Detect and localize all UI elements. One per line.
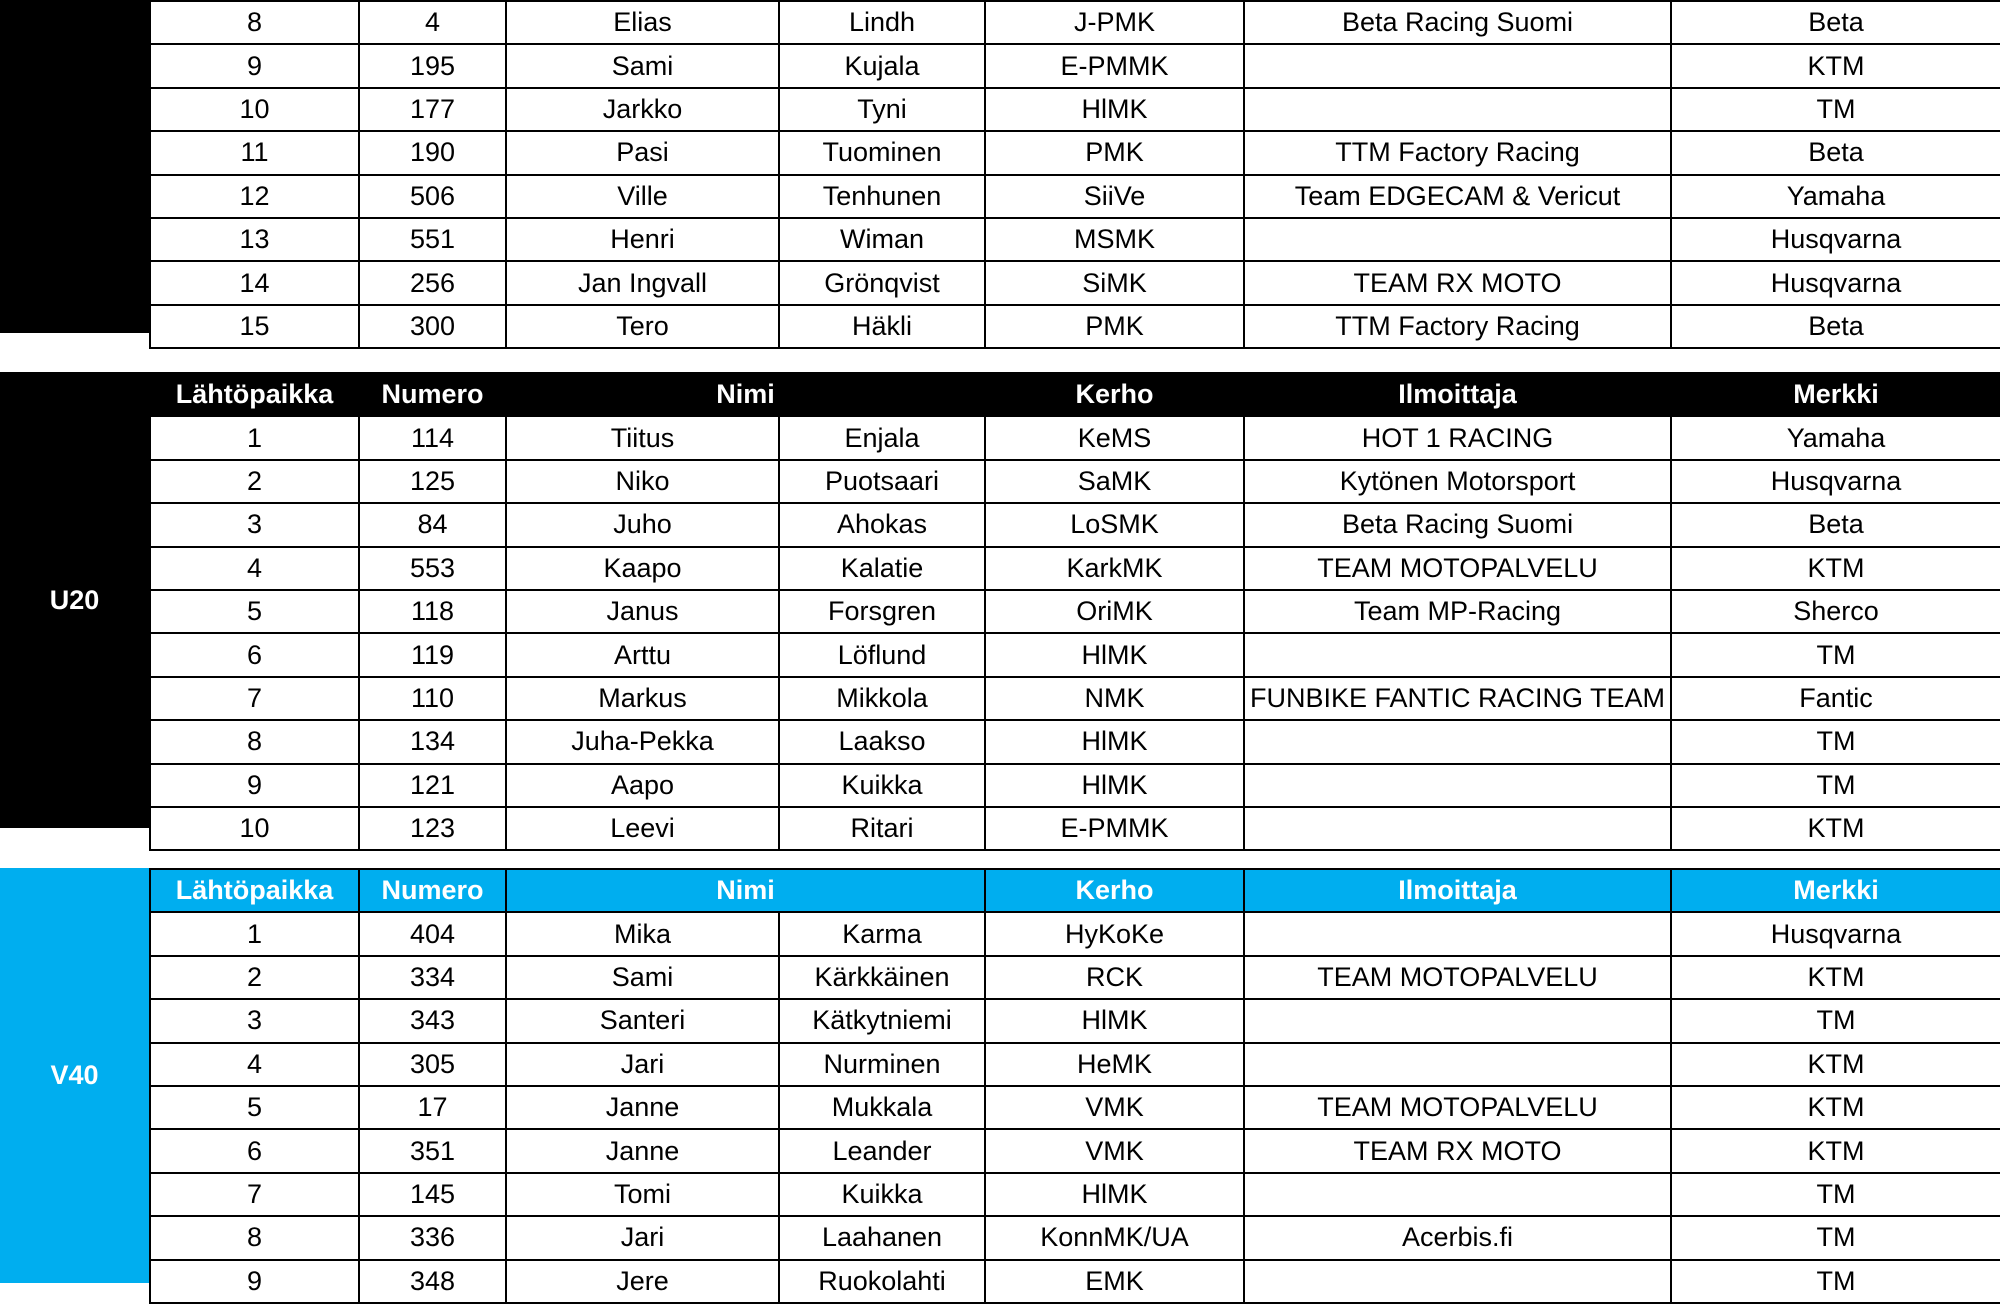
header-row-u20 xyxy=(150,373,2000,416)
first-name-cell: Ville xyxy=(506,175,779,218)
club-cell: RCK xyxy=(985,956,1244,999)
last-name-cell: Tenhunen xyxy=(779,175,985,218)
club-cell: SaMK xyxy=(985,460,1244,503)
start-cell: 1 xyxy=(150,416,359,459)
brand-cell: Husqvarna xyxy=(1671,460,2000,503)
last-name-cell: Grönqvist xyxy=(779,261,985,304)
entrant-cell xyxy=(1244,88,1671,131)
brand-cell: Beta xyxy=(1671,1,2000,44)
results-table-u20 xyxy=(149,372,2000,851)
table-row xyxy=(150,1086,2000,1129)
brand-cell: KTM xyxy=(1671,1086,2000,1129)
number-cell: 114 xyxy=(359,416,506,459)
last-name-cell: Ahokas xyxy=(779,503,985,546)
start-cell: 3 xyxy=(150,999,359,1042)
entrant-cell xyxy=(1244,1173,1671,1216)
header-club: Kerho xyxy=(985,869,1244,912)
header-number: Numero xyxy=(359,373,506,416)
entrant-cell: Kytönen Motorsport xyxy=(1244,460,1671,503)
number-cell: 404 xyxy=(359,912,506,955)
start-cell: 7 xyxy=(150,1173,359,1216)
brand-cell: KTM xyxy=(1671,547,2000,590)
header-start: Lähtöpaikka xyxy=(150,373,359,416)
brand-cell: KTM xyxy=(1671,956,2000,999)
header-entrant: Ilmoittaja xyxy=(1244,373,1671,416)
entrant-cell xyxy=(1244,720,1671,763)
entrant-cell xyxy=(1244,999,1671,1042)
table-row xyxy=(150,956,2000,999)
entrant-cell: FUNBIKE FANTIC RACING TEAM xyxy=(1244,677,1671,720)
section-top xyxy=(0,0,2000,341)
header-brand: Merkki xyxy=(1671,869,2000,912)
brand-cell: Yamaha xyxy=(1671,416,2000,459)
brand-cell: KTM xyxy=(1671,44,2000,87)
number-cell: 177 xyxy=(359,88,506,131)
number-cell: 119 xyxy=(359,633,506,676)
last-name-cell: Lindh xyxy=(779,1,985,44)
first-name-cell: Henri xyxy=(506,218,779,261)
entrant-cell: TEAM MOTOPALVELU xyxy=(1244,956,1671,999)
table-row xyxy=(150,460,2000,503)
table-row xyxy=(150,88,2000,131)
table-row xyxy=(150,175,2000,218)
last-name-cell: Kärkkäinen xyxy=(779,956,985,999)
first-name-cell: Jan Ingvall xyxy=(506,261,779,304)
start-cell: 6 xyxy=(150,633,359,676)
number-cell: 351 xyxy=(359,1129,506,1172)
number-cell: 553 xyxy=(359,547,506,590)
club-cell: HlMK xyxy=(985,1173,1244,1216)
brand-cell: TM xyxy=(1671,999,2000,1042)
start-cell: 4 xyxy=(150,1043,359,1086)
brand-cell: Sherco xyxy=(1671,590,2000,633)
first-name-cell: Juha-Pekka xyxy=(506,720,779,763)
entrant-cell: Team MP-Racing xyxy=(1244,590,1671,633)
number-cell: 118 xyxy=(359,590,506,633)
first-name-cell: Tomi xyxy=(506,1173,779,1216)
start-cell: 9 xyxy=(150,764,359,807)
table-row xyxy=(150,1,2000,44)
first-name-cell: Leevi xyxy=(506,807,779,850)
last-name-cell: Kätkytniemi xyxy=(779,999,985,1042)
brand-cell: Husqvarna xyxy=(1671,912,2000,955)
header-club: Kerho xyxy=(985,373,1244,416)
entrant-cell xyxy=(1244,218,1671,261)
start-cell: 10 xyxy=(150,88,359,131)
number-cell: 110 xyxy=(359,677,506,720)
brand-cell: Fantic xyxy=(1671,677,2000,720)
table-row xyxy=(150,503,2000,546)
entrant-cell: TTM Factory Racing xyxy=(1244,305,1671,348)
start-cell: 4 xyxy=(150,547,359,590)
category-label-top xyxy=(0,0,149,333)
table-row xyxy=(150,218,2000,261)
table-row xyxy=(150,547,2000,590)
entrant-cell: TEAM MOTOPALVELU xyxy=(1244,1086,1671,1129)
table-row xyxy=(150,261,2000,304)
start-cell: 9 xyxy=(150,44,359,87)
number-cell: 125 xyxy=(359,460,506,503)
last-name-cell: Kuikka xyxy=(779,1173,985,1216)
number-cell: 123 xyxy=(359,807,506,850)
table-row xyxy=(150,807,2000,850)
club-cell: J-PMK xyxy=(985,1,1244,44)
first-name-cell: Aapo xyxy=(506,764,779,807)
entrant-cell: TEAM MOTOPALVELU xyxy=(1244,547,1671,590)
entrant-cell: Beta Racing Suomi xyxy=(1244,1,1671,44)
last-name-cell: Tyni xyxy=(779,88,985,131)
entrant-cell xyxy=(1244,764,1671,807)
entrant-cell xyxy=(1244,1043,1671,1086)
first-name-cell: Janus xyxy=(506,590,779,633)
entrant-cell: TEAM RX MOTO xyxy=(1244,1129,1671,1172)
table-body-u20 xyxy=(150,416,2000,850)
table-row xyxy=(150,999,2000,1042)
table-row xyxy=(150,633,2000,676)
first-name-cell: Santeri xyxy=(506,999,779,1042)
number-cell: 300 xyxy=(359,305,506,348)
club-cell: MSMK xyxy=(985,218,1244,261)
table-row xyxy=(150,1129,2000,1172)
club-cell: KeMS xyxy=(985,416,1244,459)
brand-cell: Yamaha xyxy=(1671,175,2000,218)
club-cell: HlMK xyxy=(985,633,1244,676)
table-row xyxy=(150,44,2000,87)
first-name-cell: Mika xyxy=(506,912,779,955)
club-cell: LoSMK xyxy=(985,503,1244,546)
first-name-cell: Sami xyxy=(506,44,779,87)
first-name-cell: Jari xyxy=(506,1216,779,1259)
first-name-cell: Jari xyxy=(506,1043,779,1086)
last-name-cell: Häkli xyxy=(779,305,985,348)
last-name-cell: Mukkala xyxy=(779,1086,985,1129)
first-name-cell: Tiitus xyxy=(506,416,779,459)
start-cell: 8 xyxy=(150,1,359,44)
first-name-cell: Pasi xyxy=(506,131,779,174)
table-row xyxy=(150,590,2000,633)
brand-cell: Husqvarna xyxy=(1671,261,2000,304)
header-entrant: Ilmoittaja xyxy=(1244,869,1671,912)
entrant-cell: TEAM RX MOTO xyxy=(1244,261,1671,304)
number-cell: 17 xyxy=(359,1086,506,1129)
first-name-cell: Janne xyxy=(506,1129,779,1172)
club-cell: NMK xyxy=(985,677,1244,720)
brand-cell: TM xyxy=(1671,1173,2000,1216)
start-cell: 5 xyxy=(150,1086,359,1129)
brand-cell: TM xyxy=(1671,633,2000,676)
brand-cell: TM xyxy=(1671,1216,2000,1259)
section-v40 xyxy=(0,868,2000,1296)
number-cell: 305 xyxy=(359,1043,506,1086)
last-name-cell: Kuikka xyxy=(779,764,985,807)
last-name-cell: Laahanen xyxy=(779,1216,985,1259)
entrant-cell: Beta Racing Suomi xyxy=(1244,503,1671,546)
last-name-cell: Forsgren xyxy=(779,590,985,633)
number-cell: 256 xyxy=(359,261,506,304)
last-name-cell: Kujala xyxy=(779,44,985,87)
header-start: Lähtöpaikka xyxy=(150,869,359,912)
table-row xyxy=(150,764,2000,807)
start-cell: 7 xyxy=(150,677,359,720)
last-name-cell: Nurminen xyxy=(779,1043,985,1086)
start-cell: 5 xyxy=(150,590,359,633)
start-cell: 1 xyxy=(150,912,359,955)
first-name-cell: Arttu xyxy=(506,633,779,676)
brand-cell: TM xyxy=(1671,88,2000,131)
club-cell: PMK xyxy=(985,131,1244,174)
start-cell: 6 xyxy=(150,1129,359,1172)
category-label-v40: V40 xyxy=(0,868,149,1283)
last-name-cell: Laakso xyxy=(779,720,985,763)
table-body-top xyxy=(150,1,2000,348)
table-body-v40 xyxy=(150,912,2000,1303)
start-cell: 3 xyxy=(150,503,359,546)
entrant-cell xyxy=(1244,44,1671,87)
results-table-v40 xyxy=(149,868,2000,1304)
brand-cell: TM xyxy=(1671,764,2000,807)
first-name-cell: Markus xyxy=(506,677,779,720)
entrant-cell xyxy=(1244,912,1671,955)
brand-cell: Beta xyxy=(1671,503,2000,546)
brand-cell: TM xyxy=(1671,720,2000,763)
last-name-cell: Enjala xyxy=(779,416,985,459)
last-name-cell: Kalatie xyxy=(779,547,985,590)
last-name-cell: Ritari xyxy=(779,807,985,850)
brand-cell: Beta xyxy=(1671,131,2000,174)
table-row xyxy=(150,131,2000,174)
club-cell: OriMK xyxy=(985,590,1244,633)
entrant-cell xyxy=(1244,633,1671,676)
first-name-cell: Jarkko xyxy=(506,88,779,131)
table-row xyxy=(150,305,2000,348)
last-name-cell: Tuominen xyxy=(779,131,985,174)
entrant-cell: Team EDGECAM & Vericut xyxy=(1244,175,1671,218)
last-name-cell: Karma xyxy=(779,912,985,955)
number-cell: 4 xyxy=(359,1,506,44)
first-name-cell: Elias xyxy=(506,1,779,44)
number-cell: 145 xyxy=(359,1173,506,1216)
start-cell: 12 xyxy=(150,175,359,218)
header-row-v40 xyxy=(150,869,2000,912)
club-cell: HlMK xyxy=(985,764,1244,807)
header-name: Nimi xyxy=(506,869,985,912)
first-name-cell: Niko xyxy=(506,460,779,503)
entrant-cell: Acerbis.fi xyxy=(1244,1216,1671,1259)
number-cell: 134 xyxy=(359,720,506,763)
club-cell: HeMK xyxy=(985,1043,1244,1086)
number-cell: 343 xyxy=(359,999,506,1042)
header-brand: Merkki xyxy=(1671,373,2000,416)
start-cell: 15 xyxy=(150,305,359,348)
number-cell: 348 xyxy=(359,1260,506,1303)
last-name-cell: Ruokolahti xyxy=(779,1260,985,1303)
first-name-cell: Sami xyxy=(506,956,779,999)
first-name-cell: Jere xyxy=(506,1260,779,1303)
number-cell: 84 xyxy=(359,503,506,546)
entrant-cell xyxy=(1244,1260,1671,1303)
club-cell: HyKoKe xyxy=(985,912,1244,955)
number-cell: 551 xyxy=(359,218,506,261)
table-row xyxy=(150,1173,2000,1216)
first-name-cell: Tero xyxy=(506,305,779,348)
section-u20 xyxy=(0,372,2000,844)
number-cell: 506 xyxy=(359,175,506,218)
table-row xyxy=(150,912,2000,955)
last-name-cell: Leander xyxy=(779,1129,985,1172)
club-cell: HlMK xyxy=(985,88,1244,131)
start-cell: 9 xyxy=(150,1260,359,1303)
start-cell: 8 xyxy=(150,720,359,763)
results-table-top xyxy=(149,0,2000,349)
brand-cell: KTM xyxy=(1671,1043,2000,1086)
club-cell: SiMK xyxy=(985,261,1244,304)
last-name-cell: Mikkola xyxy=(779,677,985,720)
number-cell: 195 xyxy=(359,44,506,87)
header-number: Numero xyxy=(359,869,506,912)
brand-cell: KTM xyxy=(1671,807,2000,850)
brand-cell: Beta xyxy=(1671,305,2000,348)
header-name: Nimi xyxy=(506,373,985,416)
entrant-cell: TTM Factory Racing xyxy=(1244,131,1671,174)
club-cell: KarkMK xyxy=(985,547,1244,590)
start-cell: 11 xyxy=(150,131,359,174)
club-cell: SiiVe xyxy=(985,175,1244,218)
club-cell: HlMK xyxy=(985,999,1244,1042)
club-cell: VMK xyxy=(985,1129,1244,1172)
number-cell: 336 xyxy=(359,1216,506,1259)
club-cell: VMK xyxy=(985,1086,1244,1129)
first-name-cell: Janne xyxy=(506,1086,779,1129)
table-row xyxy=(150,1043,2000,1086)
number-cell: 334 xyxy=(359,956,506,999)
first-name-cell: Kaapo xyxy=(506,547,779,590)
entrant-cell: HOT 1 RACING xyxy=(1244,416,1671,459)
club-cell: E-PMMK xyxy=(985,807,1244,850)
club-cell: PMK xyxy=(985,305,1244,348)
number-cell: 190 xyxy=(359,131,506,174)
start-cell: 2 xyxy=(150,460,359,503)
last-name-cell: Puotsaari xyxy=(779,460,985,503)
start-cell: 13 xyxy=(150,218,359,261)
start-cell: 2 xyxy=(150,956,359,999)
number-cell: 121 xyxy=(359,764,506,807)
table-row xyxy=(150,416,2000,459)
club-cell: HlMK xyxy=(985,720,1244,763)
table-row xyxy=(150,1216,2000,1259)
last-name-cell: Löflund xyxy=(779,633,985,676)
club-cell: EMK xyxy=(985,1260,1244,1303)
club-cell: KonnMK/UA xyxy=(985,1216,1244,1259)
brand-cell: TM xyxy=(1671,1260,2000,1303)
brand-cell: Husqvarna xyxy=(1671,218,2000,261)
start-cell: 8 xyxy=(150,1216,359,1259)
last-name-cell: Wiman xyxy=(779,218,985,261)
category-label-u20: U20 xyxy=(0,372,149,828)
start-cell: 14 xyxy=(150,261,359,304)
table-row xyxy=(150,677,2000,720)
club-cell: E-PMMK xyxy=(985,44,1244,87)
entrant-cell xyxy=(1244,807,1671,850)
table-row xyxy=(150,1260,2000,1303)
table-row xyxy=(150,720,2000,763)
first-name-cell: Juho xyxy=(506,503,779,546)
start-cell: 10 xyxy=(150,807,359,850)
brand-cell: KTM xyxy=(1671,1129,2000,1172)
